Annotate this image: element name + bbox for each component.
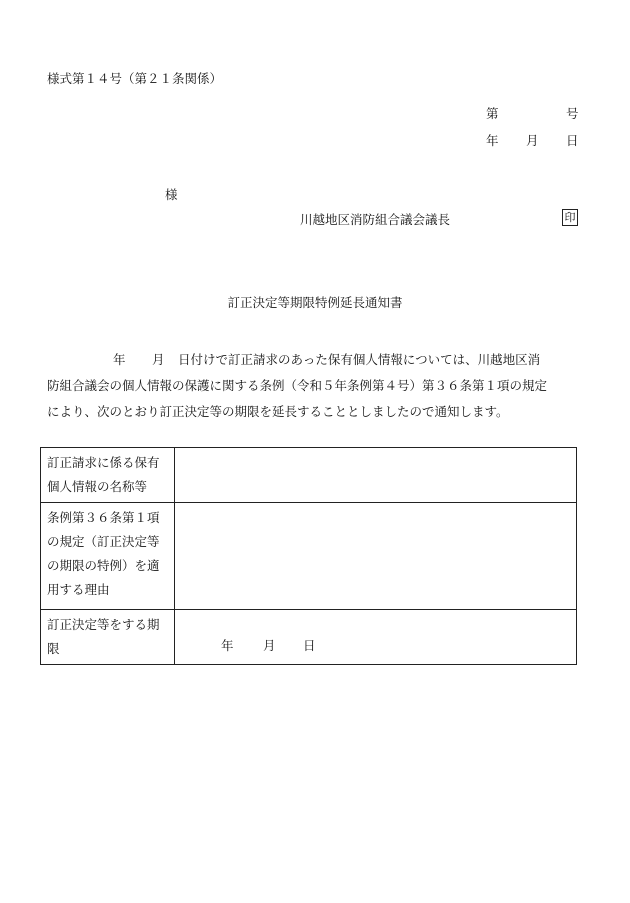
- table-row: [41, 503, 577, 610]
- row2-label-line: の期限の特例）を適: [47, 558, 160, 573]
- row3-label-line: 訂正決定等をする期: [47, 617, 160, 632]
- row2-label-line: 条例第３６条第１項: [47, 510, 160, 525]
- row3-value-cell: [175, 610, 577, 665]
- row1-label-line: 個人情報の名称等: [47, 479, 148, 494]
- table-row: [41, 448, 577, 503]
- body-line-2: 防組合議会の個人情報の保護に関する条例（令和５年条例第４号）第３６条第１項の規定: [47, 378, 548, 393]
- row2-label-cell: [41, 503, 175, 610]
- date-year: 年: [486, 133, 499, 148]
- addressee-honorific: 様: [165, 187, 178, 202]
- deadline-day: 日: [303, 638, 316, 653]
- sender-name: 川越地区消防組合議会議長: [300, 212, 451, 227]
- row1-label-cell: [41, 448, 175, 503]
- row2-label-line: 用する理由: [47, 582, 110, 597]
- body-year: 年: [113, 352, 126, 367]
- row2-value-cell: [175, 503, 577, 610]
- body-line-1-rest: 日付けで訂正請求のあった保有個人情報については、川越地区消: [178, 352, 541, 367]
- deadline-date: [181, 613, 570, 661]
- row3-label-cell: [41, 610, 175, 665]
- date-month: 月: [526, 133, 539, 148]
- seal-stamp: 印: [562, 209, 578, 226]
- deadline-year: 年: [221, 638, 234, 653]
- body-line-1: [47, 347, 547, 373]
- doc-number-prefix: 第: [486, 106, 499, 121]
- info-table: [40, 447, 577, 665]
- body-text: [47, 347, 547, 425]
- doc-number-suffix: 号: [566, 106, 579, 121]
- body-line-3: により、次のとおり訂正決定等の期限を延長することとしましたので通知します。: [47, 404, 509, 419]
- row3-label-line: 限: [47, 641, 60, 656]
- body-month: 月: [152, 352, 165, 367]
- form-number: 様式第１４号（第２１条関係）: [47, 71, 223, 86]
- row2-label-line: の規定（訂正決定等: [47, 534, 160, 549]
- row1-label-line: 訂正請求に係る保有: [47, 455, 160, 470]
- row1-value-cell: [175, 448, 577, 503]
- table-row: [41, 610, 577, 665]
- document-title: 訂正決定等期限特例延長通知書: [227, 295, 403, 310]
- deadline-month: 月: [263, 638, 276, 653]
- date-day: 日: [566, 133, 579, 148]
